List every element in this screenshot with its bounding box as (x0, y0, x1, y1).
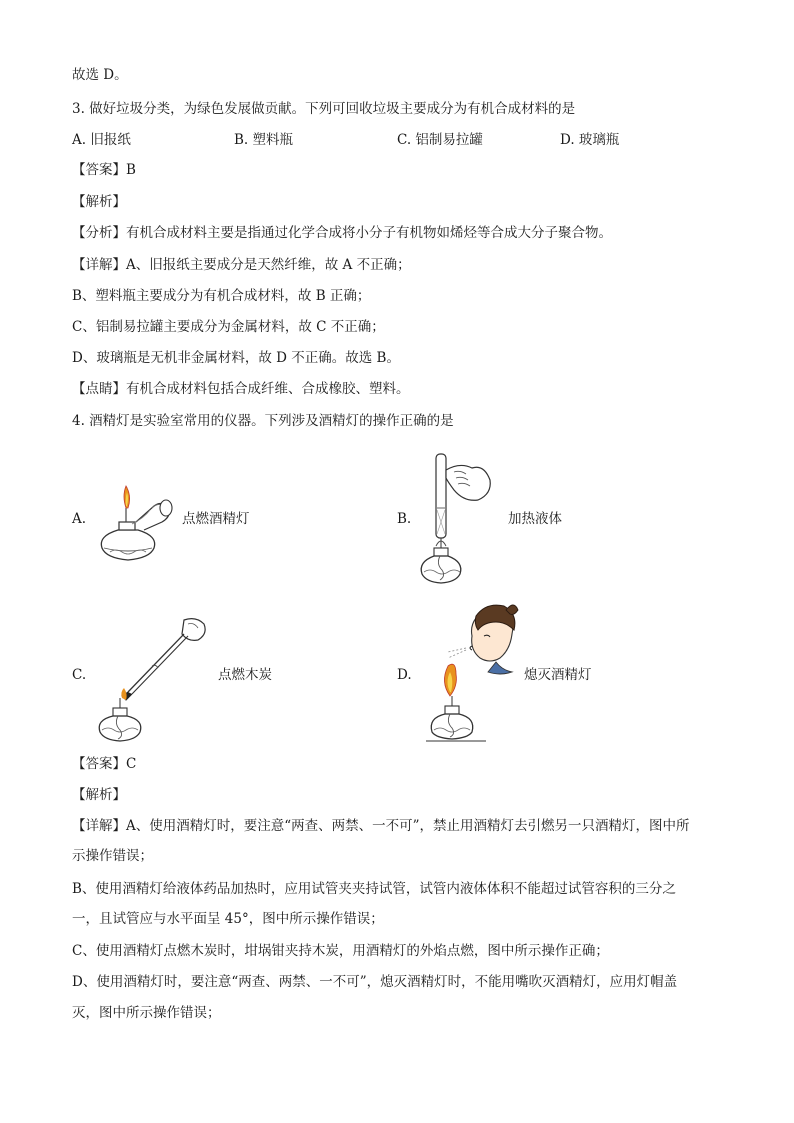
q3-answer: 【答案】B (72, 162, 136, 178)
q3-detail-line: 【详解】A、旧报纸主要成分是天然纤维，故 A 不正确； (72, 257, 411, 273)
q4-figure-b-letter: B. (397, 511, 412, 527)
q4-detail-line: B、使用酒精灯给液体药品加热时，应用试管夹夹持试管，试管内液体体积不能超过试管容积的三分之 (72, 881, 676, 897)
q3-option-c: C. 铝制易拉罐 (397, 132, 483, 148)
q4-figure-a-caption: 点燃酒精灯 (182, 511, 250, 527)
q4-figure-c-letter: C. (72, 667, 87, 683)
q4-detail-line: 【详解】A、使用酒精灯时，要注意“两查、两禁、一不可”，禁止用酒精灯去引燃另一只酒精灯，图中所 (72, 818, 690, 834)
q4-detail-line: 灭，图中所示操作错误； (72, 1005, 221, 1021)
lighting-charcoal-illustration (92, 612, 212, 744)
q4-analysis-title: 【解析】 (72, 787, 126, 803)
q3-detail-line: B、塑料瓶主要成分为有机合成材料，故 B 正确； (72, 288, 371, 304)
q4-figure-c-caption: 点燃木炭 (218, 667, 272, 683)
q3-stem: 3. 做好垃圾分类，为绿色发展做贡献。下列可回收垃圾主要成分为有机合成材料的是 (72, 101, 576, 117)
lighting-lamp-illustration (92, 478, 184, 568)
q4-figure-a-letter: A. (72, 511, 87, 527)
q4-stem: 4. 酒精灯是实验室常用的仪器。下列涉及酒精灯的操作正确的是 (72, 413, 454, 429)
q3-detail-line: D、玻璃瓶是无机非金属材料，故 D 不正确。故选 B。 (72, 350, 400, 366)
heating-liquid-illustration (414, 450, 496, 585)
q3-analysis-title: 【解析】 (72, 194, 126, 210)
q4-detail-line: 示操作错误； (72, 848, 153, 864)
blowing-out-lamp-illustration (426, 600, 520, 742)
q4-figure-b-caption: 加热液体 (508, 511, 562, 527)
q3-option-a: A. 旧报纸 (72, 132, 131, 148)
q4-answer: 【答案】C (72, 756, 137, 772)
q3-fenxi: 【分析】有机合成材料主要是指通过化学合成将小分子有机物如烯烃等合成大分子聚合物。 (72, 225, 612, 241)
q3-option-b: B. 塑料瓶 (234, 132, 294, 148)
q4-figure-d-caption: 熄灭酒精灯 (524, 667, 592, 683)
q4-detail-line: C、使用酒精灯点燃木炭时，坩埚钳夹持木炭，用酒精灯的外焰点燃，图中所示操作正确； (72, 943, 609, 959)
q4-figure-d-letter: D. (397, 667, 412, 683)
intro-line: 故选 D。 (72, 67, 128, 83)
q3-option-d: D. 玻璃瓶 (560, 132, 620, 148)
q3-detail-line: C、铝制易拉罐主要成分为金属材料，故 C 不正确； (72, 319, 385, 335)
q3-dianjing: 【点睛】有机合成材料包括合成纤维、合成橡胶、塑料。 (72, 381, 410, 397)
q4-detail-line: D、使用酒精灯时，要注意“两查、两禁、一不可”，熄灭酒精灯时，不能用嘴吹灭酒精灯，应用灯帽盖 (72, 974, 678, 990)
q4-detail-line: 一，且试管应与水平面呈 45°，图中所示操作错误； (72, 911, 384, 927)
